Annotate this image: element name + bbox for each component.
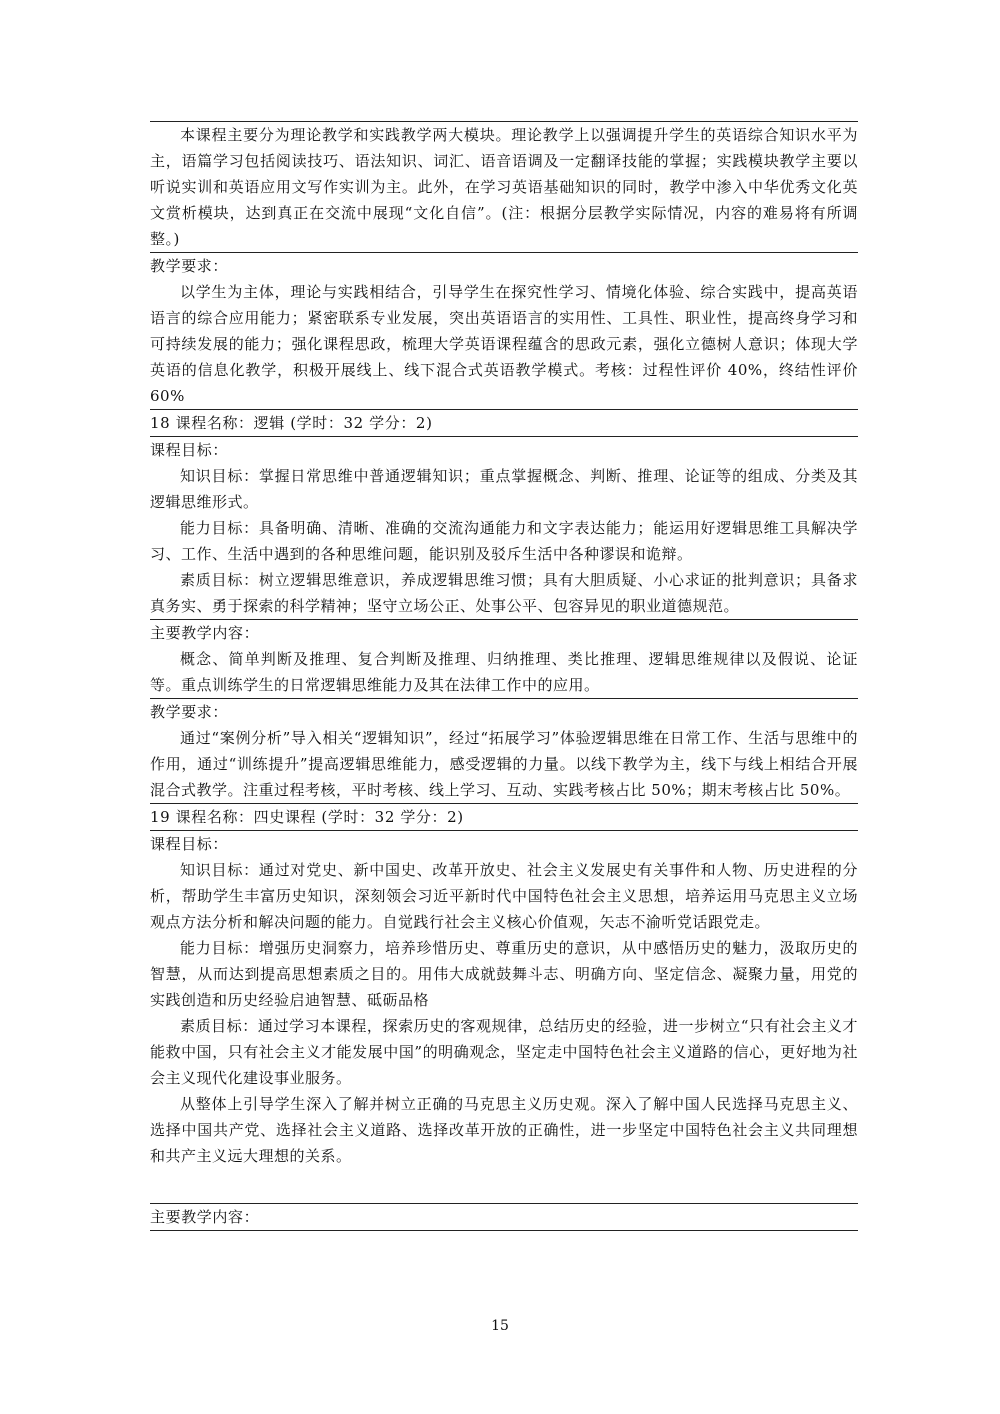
page-number: 15 [491, 1318, 509, 1334]
section-english-requirements [150, 252, 858, 409]
section-heading: 教学要求： [150, 257, 229, 275]
section-heading: 课程目标： [150, 835, 229, 853]
paragraph: 概念、简单判断及推理、复合判断及推理、归纳推理、类比推理、逻辑思维规律以及假说、论证等。重点训练学生的日常逻辑思维能力及其在法律工作中的应用。 [150, 650, 858, 694]
section-logic-requirements [150, 698, 858, 803]
section-heading: 课程目标： [150, 441, 229, 459]
course-title: 18 课程名称：逻辑 (学时：32 学分：2) [150, 414, 433, 432]
paragraph: 通过“案例分析”导入相关“逻辑知识”，经过“拓展学习”体验逻辑思维在日常工作、生活与思维中的作用，通过“训练提升”提高逻辑思维能力，感受逻辑的力量。以线下教学为主，线下与线上相结合开展混合式教学。注重过程考核，平时考核、线上学习、互动、实践考核占比 50%；期末考核占比 50%。 [150, 729, 858, 799]
section-heading: 教学要求： [150, 703, 229, 721]
section-history-content [150, 1203, 858, 1231]
paragraph: 以学生为主体，理论与实践相结合，引导学生在探究性学习、情境化体验、综合实践中，提高英语语言的综合应用能力；紧密联系专业发展，突出英语语言的实用性、工具性、职业性，提高终身学习和可持续发展的能力；强化课程思政，梳理大学英语课程蕴含的思政元素，强化立德树人意识；体现大学英语的信息化教学，积极开展线上、线下混合式英语教学模式。考核：过程性评价 40%，终结性评价 60% [150, 283, 858, 405]
document-body [150, 121, 858, 1231]
course-19-title-row [150, 803, 858, 830]
section-heading: 主要教学内容： [150, 1208, 260, 1226]
paragraph: 能力目标：具备明确、清晰、准确的交流沟通能力和文字表达能力；能运用好逻辑思维工具解决学习、工作、生活中遇到的各种思维问题，能识别及驳斥生活中各种谬误和诡辩。 [150, 519, 858, 563]
paragraph: 知识目标：掌握日常思维中普通逻辑知识；重点掌握概念、判断、推理、论证等的组成、分类及其逻辑思维形式。 [150, 467, 858, 511]
paragraph: 素质目标：树立逻辑思维意识，养成逻辑思维习惯；具有大胆质疑、小心求证的批判意识；具备求真务实、勇于探索的科学精神；坚守立场公正、处事公平、包容异见的职业道德规范。 [150, 571, 858, 615]
blank-space [150, 1169, 858, 1203]
section-history-objectives [150, 830, 858, 1203]
course-title: 19 课程名称：四史课程 (学时：32 学分：2) [150, 808, 464, 826]
paragraph: 从整体上引导学生深入了解并树立正确的马克思主义历史观。深入了解中国人民选择马克思主义、选择中国共产党、选择社会主义道路、选择改革开放的正确性，进一步坚定中国特色社会主义共同理想和共产主义远大理想的关系。 [150, 1095, 858, 1165]
section-logic-objectives [150, 436, 858, 619]
section-english-content [150, 121, 858, 252]
paragraph: 素质目标：通过学习本课程，探索历史的客观规律，总结历史的经验，进一步树立“只有社会主义才能救中国，只有社会主义才能发展中国”的明确观念，坚定走中国特色社会主义道路的信心，更好地为社会主义现代化建设事业服务。 [150, 1017, 858, 1087]
paragraph: 知识目标：通过对党史、新中国史、改革开放史、社会主义发展史有关事件和人物、历史进程的分析，帮助学生丰富历史知识，深刻领会习近平新时代中国特色社会主义思想，培养运用马克思主义立场观点方法分析和解决问题的能力。自觉践行社会主义核心价值观，矢志不渝听党话跟党走。 [150, 861, 858, 931]
section-logic-content [150, 619, 858, 698]
paragraph: 能力目标：增强历史洞察力，培养珍惜历史、尊重历史的意识，从中感悟历史的魅力，汲取历史的智慧，从而达到提高思想素质之目的。用伟大成就鼓舞斗志、明确方向、坚定信念、凝聚力量，用党的实践创造和历史经验启迪智慧、砥砺品格 [150, 939, 858, 1009]
course-18-title-row [150, 409, 858, 436]
paragraph: 本课程主要分为理论教学和实践教学两大模块。理论教学上以强调提升学生的英语综合知识水平为主，语篇学习包括阅读技巧、语法知识、词汇、语音语调及一定翻译技能的掌握；实践模块教学主要以听说实训和英语应用文写作实训为主。此外，在学习英语基础知识的同时，教学中渗入中华优秀文化英文赏析模块，达到真正在交流中展现“文化自信”。(注：根据分层教学实际情况，内容的难易将有所调整。) [150, 126, 858, 248]
section-heading: 主要教学内容： [150, 624, 260, 642]
